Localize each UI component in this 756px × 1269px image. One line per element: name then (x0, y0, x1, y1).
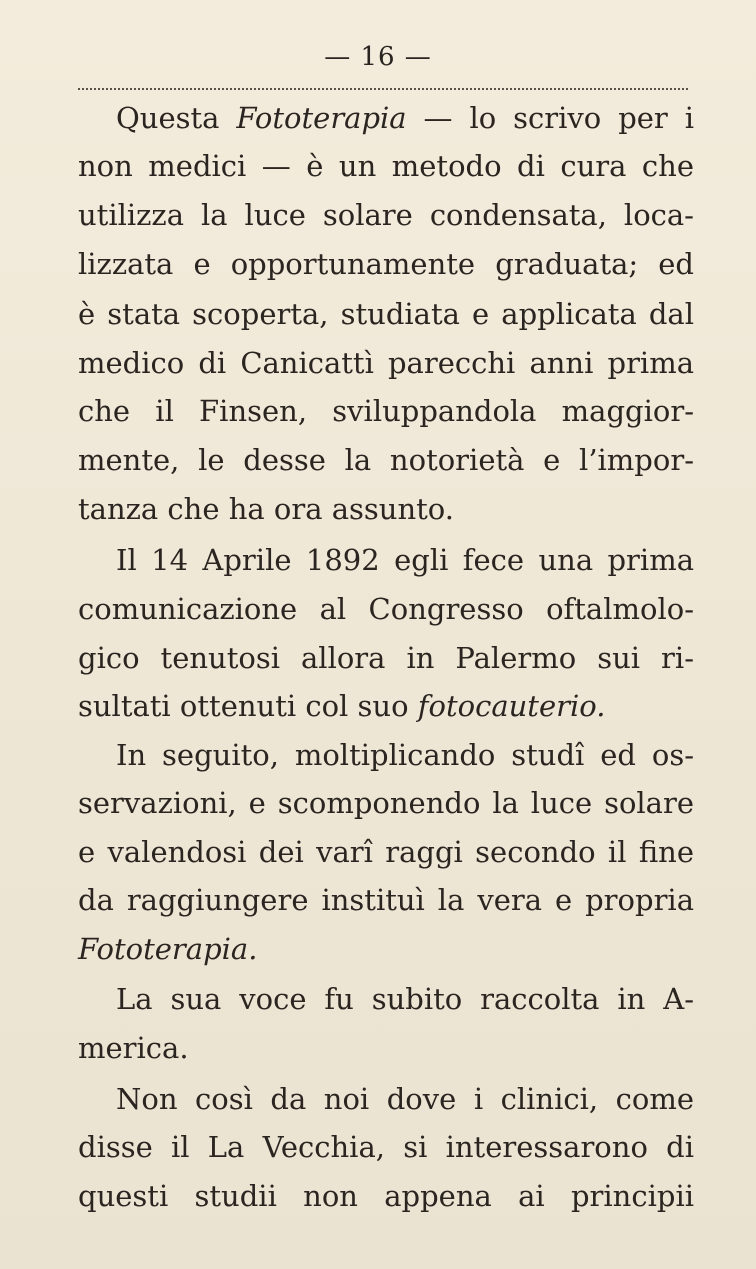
text-segment: utilizza la luce solare condensata, loca- (78, 198, 694, 232)
text-line (78, 735, 694, 775)
text-segment: questi studii non appena ai principii (78, 1179, 694, 1213)
text-line (78, 244, 694, 284)
text-line (78, 294, 694, 334)
text-segment: sultati ottenuti col suo (78, 689, 418, 723)
text-line (78, 440, 694, 480)
text-segment: Il 14 Aprile 1892 egli fece una prima (116, 543, 694, 577)
text-line (78, 343, 694, 383)
text-line (78, 589, 694, 629)
text-segment: comunicazione al Congresso oftalmolo- (78, 592, 694, 626)
text-line (78, 783, 694, 823)
text-line (78, 1176, 694, 1216)
text-line (78, 1079, 694, 1119)
text-line (78, 391, 694, 431)
text-segment: Questa (116, 101, 237, 135)
text-line (78, 1028, 694, 1068)
text-segment: mente, le desse la notorietà e l’impor- (78, 443, 694, 477)
text-segment: tanza che ha ora assunto. (78, 492, 454, 526)
text-segment: e valendosi dei varî raggi secondo il fine (78, 835, 694, 869)
page-number: — 16 — (324, 42, 432, 72)
text-segment: — lo scrivo per i (406, 101, 694, 135)
text-segment: servazioni, e scomponendo la luce solare (78, 786, 694, 820)
text-line (78, 1127, 694, 1167)
text-line (78, 638, 694, 678)
italic-text: fotocauterio. (417, 689, 606, 723)
text-line (78, 686, 694, 726)
text-line (78, 979, 694, 1019)
text-line (78, 195, 694, 235)
text-segment: non medici — è un metodo di cura che (78, 149, 694, 183)
text-line (78, 832, 694, 872)
text-line (78, 880, 694, 920)
text-segment: merica. (78, 1031, 189, 1065)
text-segment: lizzata e opportunamente graduata; ed (78, 247, 694, 281)
text-line (78, 98, 694, 138)
text-line (78, 540, 694, 580)
text-segment: è stata scoperta, studiata e applicata dal (78, 297, 694, 331)
text-segment: medico di Canicattì parecchi anni prima (78, 346, 694, 380)
header-dotted-rule (78, 88, 688, 90)
text-segment: In seguito, moltiplicando studî ed os- (116, 738, 694, 772)
text-segment: disse il La Vecchia, si interessarono di (78, 1130, 694, 1164)
text-line (78, 489, 694, 529)
text-line (78, 146, 694, 186)
text-segment: da raggiungere instituì la vera e propria (78, 883, 694, 917)
text-line (78, 929, 694, 969)
italic-text: Fototerapia. (78, 932, 258, 966)
text-segment: La sua voce fu subito raccolta in A- (116, 982, 694, 1016)
text-segment: che il Finsen, sviluppandola maggior- (78, 394, 694, 428)
italic-text: Fototerapia (236, 101, 407, 135)
text-segment: Non così da noi dove i clinici, come (116, 1082, 694, 1116)
text-segment: gico tenutosi allora in Palermo sui ri- (78, 641, 694, 675)
